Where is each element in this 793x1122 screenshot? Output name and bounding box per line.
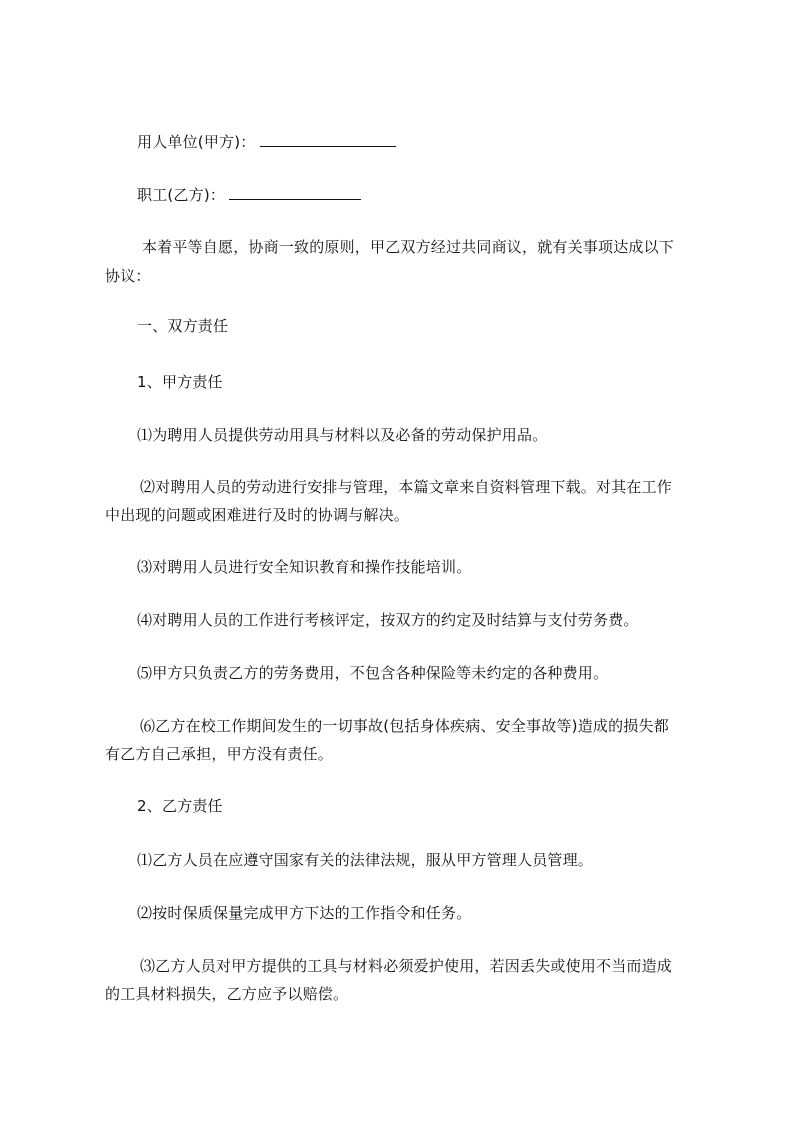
- party-b-item-3-line-1: ⑶乙方人员对甲方提供的工具与材料必须爱护使用，若因丢失或使用不当而造成: [140, 957, 673, 975]
- employer-blank[interactable]: [260, 131, 396, 147]
- section-heading: 一、双方责任: [137, 317, 229, 335]
- intro-line-2: 协议：: [105, 267, 151, 285]
- party-a-item-6-line-1: ⑹乙方在校工作期间发生的一切事故(包括身体疾病、安全事故等)造成的损失都: [140, 717, 669, 735]
- party-a-item-6-line-2: 有乙方自己承担，甲方没有责任。: [105, 745, 334, 763]
- party-a-item-2-line-1: ⑵对聘用人员的劳动进行安排与管理，本篇文章来自资料管理下载。对其在工作: [140, 478, 673, 496]
- party-a-heading: 1、甲方责任: [137, 373, 223, 391]
- employer-label: 用人单位(甲方)：: [137, 133, 256, 151]
- party-a-item-2-line-2: 中出现的问题或困难进行及时的协调与解决。: [105, 506, 410, 524]
- party-b-item-2: ⑵按时保质保量完成甲方下达的工作指令和任务。: [137, 904, 472, 922]
- intro-line-1: 本着平等自愿，协商一致的原则，甲乙双方经过共同商议，就有关事项达成以下: [142, 238, 675, 256]
- employer-line: [137, 130, 396, 154]
- party-b-item-3-line-2: 的工具材料损失，乙方应予以赔偿。: [105, 985, 349, 1003]
- party-a-item-1: ⑴为聘用人员提供劳动用具与材料以及必备的劳动保护用品。: [137, 426, 548, 444]
- party-a-item-3: ⑶对聘用人员进行安全知识教育和操作技能培训。: [137, 558, 472, 576]
- employee-line: [137, 183, 361, 207]
- party-a-item-4: ⑷对聘用人员的工作进行考核评定，按双方的约定及时结算与支付劳务费。: [137, 611, 639, 629]
- party-b-heading: 2、乙方责任: [137, 797, 223, 815]
- employee-blank[interactable]: [229, 184, 361, 200]
- party-b-item-1: ⑴乙方人员在应遵守国家有关的法律法规，服从甲方管理人员管理。: [137, 851, 594, 869]
- party-a-item-5: ⑸甲方只负责乙方的劳务费用，不包含各种保险等未约定的各种费用。: [137, 664, 609, 682]
- employee-label: 职工(乙方)：: [137, 186, 226, 204]
